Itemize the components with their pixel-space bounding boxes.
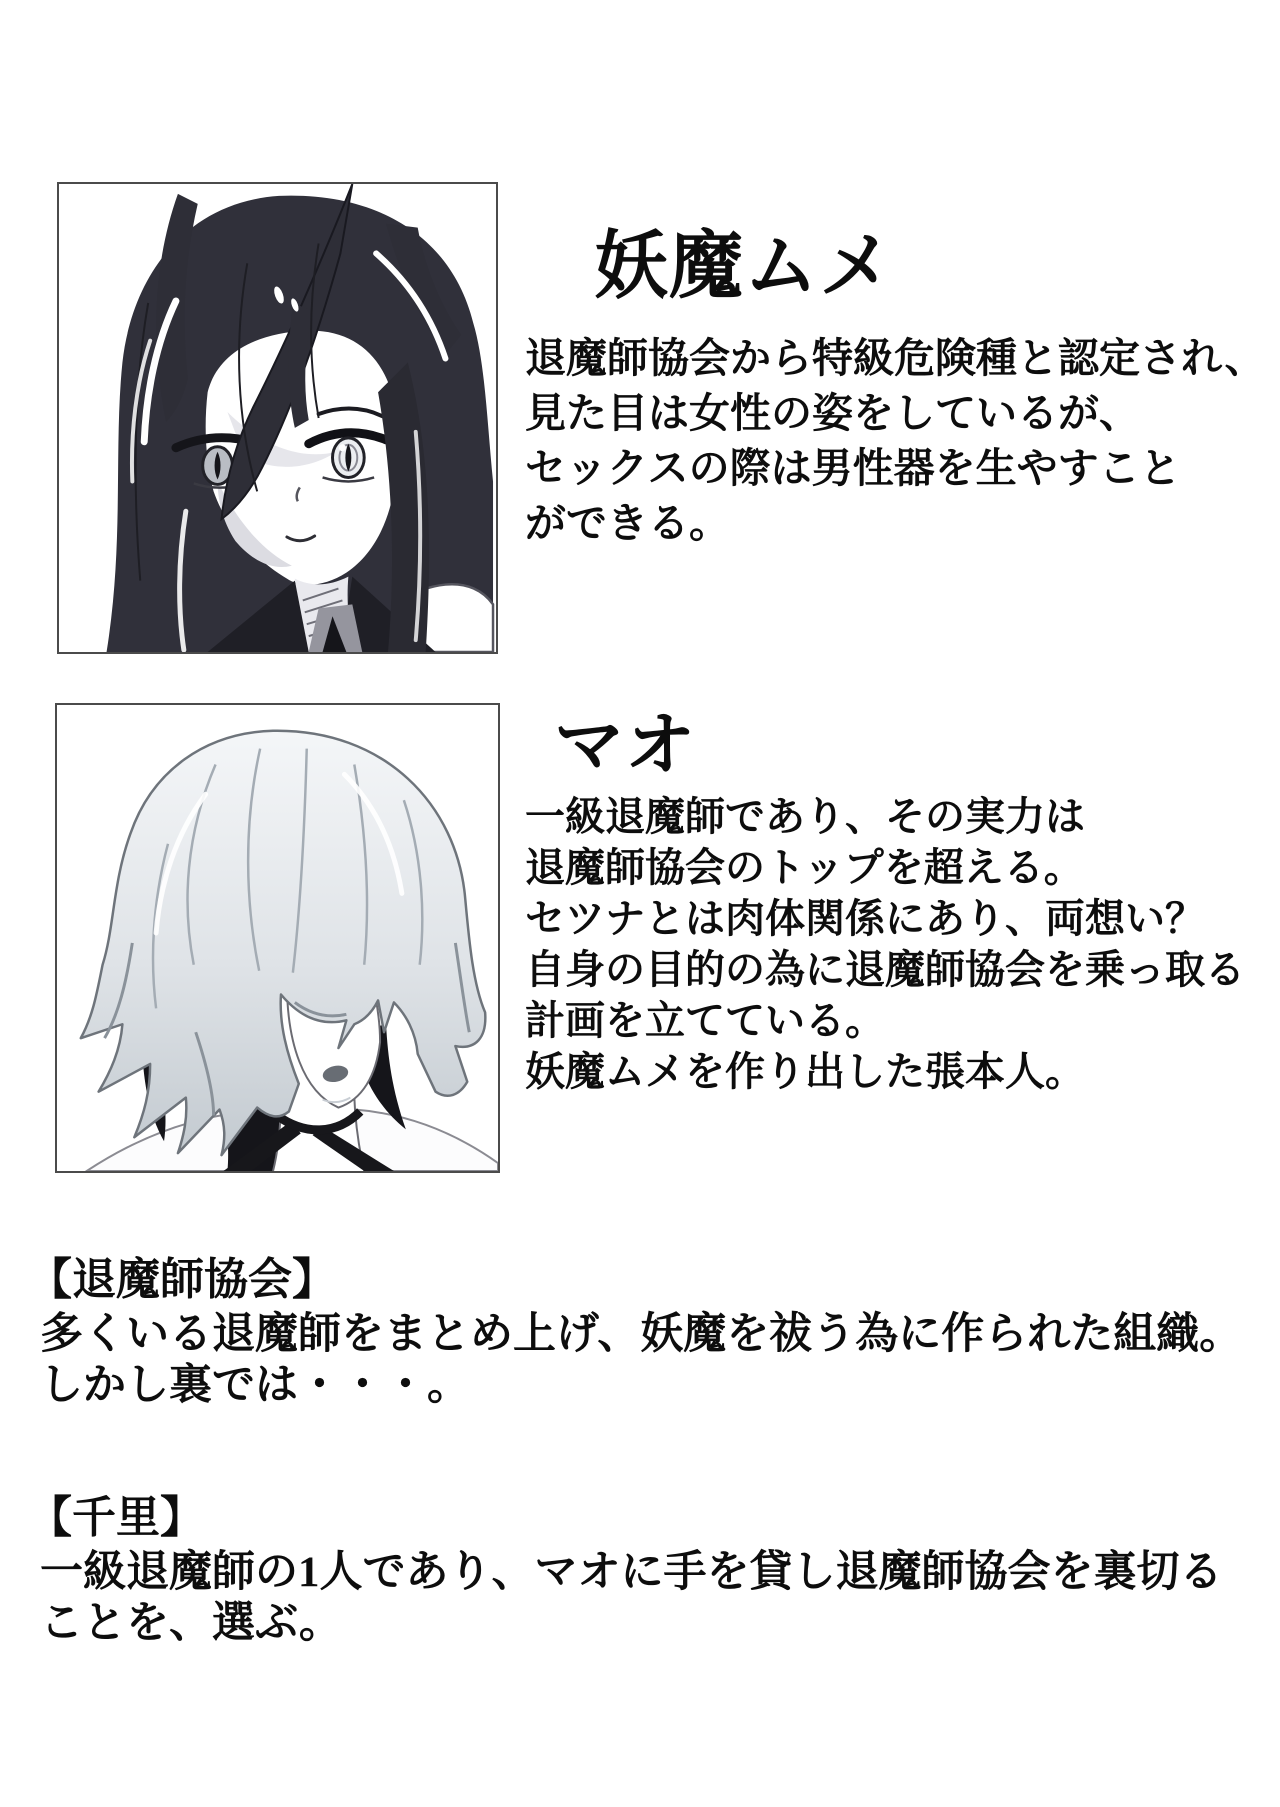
character-description-mao <box>525 791 1245 1097</box>
description-line: 計画を立てている。 <box>525 998 885 1043</box>
description-line: 見た目は女性の姿をしているが、 <box>525 390 1140 436</box>
glossary-line: 多くいる退魔師をまとめ上げ、妖魔を祓う為に作られた組織。 <box>40 1311 1243 1358</box>
description-line: 退魔師協会のトップを超える。 <box>525 845 1084 890</box>
dark-long-haired-girl-illustration <box>59 184 496 652</box>
character-description-mume <box>525 331 1265 551</box>
description-line: 妖魔ムメを作り出した張本人。 <box>525 1049 1085 1094</box>
glossary-line: 一級退魔師の1人であり、マオに手を貸し退魔師協会を裏切る <box>40 1549 1223 1596</box>
glossary-heading: 【退魔師協会】 <box>28 1255 336 1304</box>
portrait-mao <box>55 703 500 1173</box>
description-line: 自身の目的の為に退魔師協会を乗っ取る <box>525 947 1245 992</box>
description-line: ができる。 <box>525 500 730 546</box>
character-name-mao: マオ <box>554 708 696 785</box>
silver-haired-girl-illustration <box>57 705 498 1171</box>
glossary-line: ことを、選ぶ。 <box>40 1600 342 1647</box>
glossary-section-taimashi-kyokai <box>28 1256 1242 1411</box>
description-line: 退魔師協会から特級危険種と認定され、 <box>525 335 1266 381</box>
character-name-mume: 妖魔ムメ <box>594 226 894 308</box>
glossary-section-senri <box>28 1494 1223 1649</box>
description-line: セツナとは肉体関係にあり、両想い？ <box>525 896 1205 941</box>
glossary-line: しかし裏では・・・。 <box>40 1362 470 1409</box>
description-line: セックスの際は男性器を生やすこと <box>525 445 1181 491</box>
glossary-heading: 【千里】 <box>28 1493 204 1542</box>
description-line: 一級退魔師であり、その実力は <box>525 794 1085 839</box>
portrait-mume <box>57 182 498 654</box>
